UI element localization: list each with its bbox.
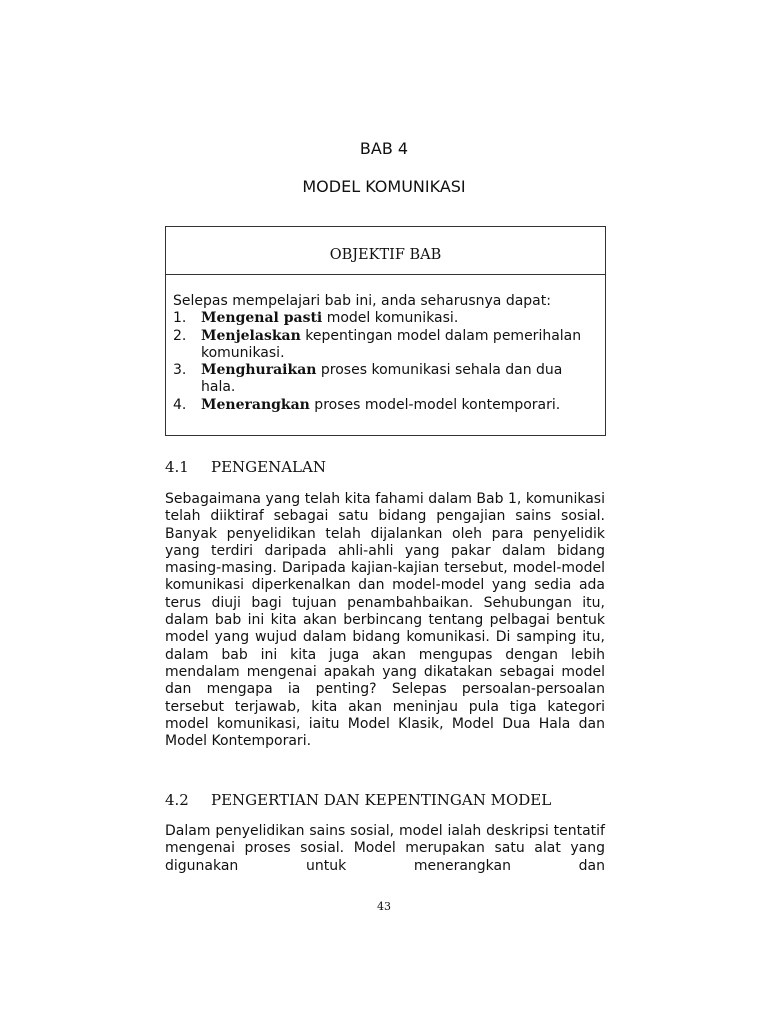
objective-item [173, 310, 599, 327]
section-title: PENGENALAN [211, 458, 326, 476]
objective-number: 1. [173, 310, 187, 327]
objective-number: 4. [173, 396, 187, 413]
chapter-number: BAB 4 [359, 139, 409, 158]
objectives-list [173, 310, 599, 414]
objective-text: proses komunikasi sehala dan dua hala. [201, 362, 563, 396]
objective-verb: Menjelaskan [201, 327, 301, 344]
section-heading-4-1 [165, 458, 326, 476]
objectives-body [166, 275, 605, 414]
objective-text: proses model-model kontemporari. [309, 396, 561, 413]
objective-item [173, 397, 599, 414]
page-number: 43 [377, 900, 391, 913]
objectives-heading: OBJEKTIF BAB [166, 227, 605, 275]
objective-number: 2. [173, 327, 187, 344]
objective-text: kepentingan model dalam pemerihalan komunikasi. [201, 327, 582, 361]
objective-item [173, 362, 599, 397]
objective-verb: Menerangkan [201, 396, 310, 413]
section-number: 4.2 [165, 791, 189, 809]
objectives-intro: Selepas mempelajari bab ini, anda seharusnya dapat: [173, 293, 551, 309]
chapter-title: MODEL KOMUNIKASI [302, 177, 466, 196]
section-number: 4.1 [165, 458, 189, 476]
section-paragraph-4-2: Dalam penyelidikan sains sosial, model ialah deskripsi tentatif mengenai proses sosial. Model merupakan satu alat yang digunakan untuk menerangkan dan [165, 823, 605, 874]
section-title: PENGERTIAN DAN KEPENTINGAN MODEL [211, 791, 552, 809]
objective-verb: Menghuraikan [201, 362, 317, 379]
objectives-box [165, 226, 606, 436]
objective-text: model komunikasi. [322, 310, 459, 327]
section-heading-4-2 [165, 791, 551, 809]
objective-item [173, 328, 599, 363]
objective-verb: Mengenal pasti [201, 310, 323, 327]
section-paragraph-4-1: Sebagaimana yang telah kita fahami dalam Bab 1, komunikasi telah diiktiraf sebagai satu bidang pengajian sains sosial. Banyak penyelidikan telah dijalankan oleh para penyelidik yang terdiri daripada ahli-ahli yang pakar dalam bidang masing-masing. Daripada kajian-kajian tersebut, model-model komunikasi diperkenalkan dan model-model yang sedia ada terus diuji bagi tujuan penambahbaikan. Sehubungan itu, dalam bab ini kita akan berbincang tentang pelbagai bentuk model yang wujud dalam bidang komunikasi. Di samping itu, dalam bab ini kita juga akan mengupas dengan lebih mendalam mengenai apakah yang dikatakan sebagai model dan mengapa ia penting? Selepas persoalan-persoalan tersebut terjawab, kita akan meninjau pula tiga kategori model komunikasi, iaitu Model Klasik, Model Dua Hala dan Model Kontemporari. [165, 491, 605, 750]
objective-number: 3. [173, 362, 187, 379]
